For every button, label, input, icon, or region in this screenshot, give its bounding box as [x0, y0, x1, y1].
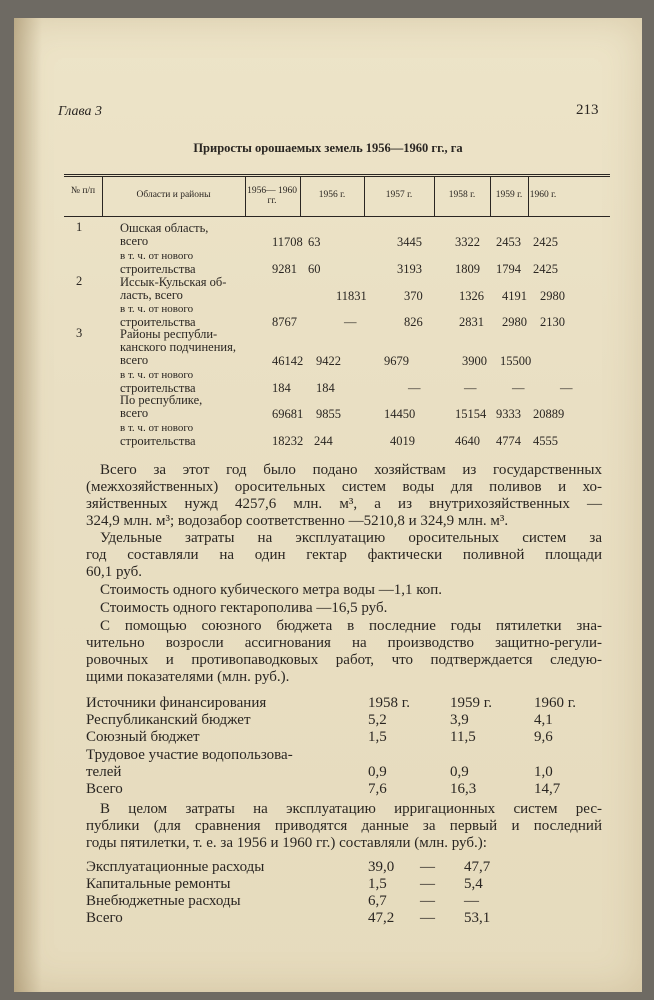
financing-value: 1960 г.: [534, 695, 576, 711]
cell: —: [512, 381, 525, 395]
table-row-label: [120, 394, 202, 420]
table-header-rule: [64, 216, 610, 217]
text-line: ровочных и противопаводковых работ, что подтверждается следую-: [86, 652, 602, 668]
cell: 4555: [533, 434, 558, 448]
financing-label: Союзный бюджет: [86, 729, 200, 745]
cell: 9422: [316, 354, 341, 368]
financing-value: 0,9: [368, 764, 387, 780]
text-line: В целом затраты на эксплуатацию ирригационных систем рес-: [100, 801, 602, 817]
header-1959: 1959 г.: [495, 190, 523, 200]
paragraph-water-supply: [86, 462, 602, 530]
cell: —: [344, 315, 357, 329]
costs-value-1956: 39,0: [368, 859, 395, 875]
financing-label: Трудовое участие водопользова-: [86, 747, 293, 763]
text-line: щими показателями (млн. руб.).: [86, 669, 290, 685]
cell: 2980: [540, 289, 565, 303]
text-line: чительно возросли ассигнования на производство защитно-регули-: [86, 635, 602, 651]
label-line: канского подчинения,: [120, 340, 236, 354]
cell: —: [464, 381, 477, 395]
cell: 184: [316, 381, 335, 395]
cell: 4019: [390, 434, 415, 448]
col-divider: [245, 176, 246, 216]
cell: 11708: [272, 235, 303, 249]
financing-value: 5,2: [368, 712, 387, 728]
financing-label: Всего: [86, 781, 123, 797]
cell: 60: [308, 262, 321, 276]
label-line: Районы республи-: [120, 327, 218, 341]
book-page: [14, 18, 642, 992]
table-row-label: [120, 249, 196, 276]
cell: 3322: [455, 235, 480, 249]
financing-value: 11,5: [450, 729, 476, 745]
row-number: 3: [76, 326, 83, 340]
cell: 18232: [272, 434, 304, 448]
financing-value: 4,1: [534, 712, 553, 728]
page-number: 213: [576, 102, 599, 118]
text-line: зяйственных нужд 4257,6 млн. м³, а из внутрихозяйственных —: [86, 496, 602, 512]
label-line: всего: [120, 234, 149, 248]
label-line: всего: [120, 353, 149, 367]
cell: 63: [308, 235, 321, 249]
header-1957: 1957 г.: [385, 190, 413, 200]
cell: 3445: [397, 235, 422, 249]
financing-value: 16,3: [450, 781, 477, 797]
header-1958: 1958 г.: [448, 190, 476, 200]
table-row-label: [120, 302, 196, 329]
page-spine-shadow: [14, 18, 42, 992]
header-1956: 1956 г.: [318, 190, 346, 200]
costs-value-1960: —: [464, 893, 479, 909]
cell: 2453: [496, 235, 521, 249]
costs-value-1960: 47,7: [464, 859, 491, 875]
cell: 8767: [272, 315, 297, 329]
paragraph-operating-costs: [86, 801, 602, 852]
cell: 9679: [384, 354, 409, 368]
cell: 3193: [397, 262, 422, 276]
label-line: строительства: [120, 434, 196, 448]
text-line: С помощью союзного бюджета в последние годы пятилетки зна-: [100, 618, 602, 634]
label-line: в т. ч. от нового: [120, 250, 194, 262]
cell: 15500: [500, 354, 532, 368]
costs-value-1960: 53,1: [464, 910, 491, 926]
costs-value-1956: 6,7: [368, 893, 387, 909]
cell: —: [560, 381, 573, 395]
costs-dash: —: [420, 893, 435, 909]
cell: 4191: [502, 289, 527, 303]
financing-label: Источники финансирования: [86, 695, 267, 711]
table-row-label: [120, 222, 208, 248]
financing-value: 1,5: [368, 729, 387, 745]
text-line: Всего за этот год было подано хозяйствам из государственных: [100, 462, 602, 478]
cell: 244: [314, 434, 333, 448]
costs-label: Всего: [86, 910, 123, 926]
costs-dash: —: [420, 876, 435, 892]
financing-label: Республиканский бюджет: [86, 712, 251, 728]
cell: 2980: [502, 315, 527, 329]
financing-value: 14,7: [534, 781, 561, 797]
text-line: публики (для сравнения приводятся данные за первый и последний: [86, 818, 602, 834]
costs-value-1960: 5,4: [464, 876, 483, 892]
cell: 826: [404, 315, 423, 329]
cell: 14450: [384, 407, 416, 421]
label-line: строительства: [120, 381, 196, 395]
header-total: 1956— 1960 гг.: [247, 186, 297, 206]
text-line: Стоимость одного гектарополива —16,5 руб.: [100, 600, 388, 616]
financing-value: 7,6: [368, 781, 387, 797]
cell: 15154: [455, 407, 487, 421]
cell: 2425: [533, 262, 558, 276]
label-line: ласть, всего: [120, 288, 183, 302]
header-no: № п/п: [70, 186, 96, 196]
label-line: всего: [120, 406, 149, 420]
row-number: 2: [76, 274, 83, 288]
financing-value: 1959 г.: [450, 695, 492, 711]
cell: 11831: [336, 289, 367, 303]
costs-dash: —: [420, 859, 435, 875]
paragraph-water-cost: [86, 582, 602, 599]
label-line: Ошская область,: [120, 221, 209, 235]
label-line: в т. ч. от нового: [120, 303, 194, 315]
text-line: Удельные затраты на эксплуатацию оросительных систем за: [100, 530, 602, 546]
paragraph-irrigation-cost: [86, 600, 602, 617]
label-line: в т. ч. от нового: [120, 422, 194, 434]
cell: 2130: [540, 315, 565, 329]
financing-value: 3,9: [450, 712, 469, 728]
label-line: в т. ч. от нового: [120, 369, 194, 381]
table-row-label: [120, 276, 226, 302]
costs-label: Капитальные ремонты: [86, 876, 231, 892]
costs-dash: —: [420, 910, 435, 926]
text-line: год составляли на один гектар фактически поливной площади: [86, 547, 602, 563]
cell: 2831: [459, 315, 484, 329]
financing-label: телей: [86, 764, 122, 780]
text-line: 60,1 руб.: [86, 564, 142, 580]
cell: 2425: [533, 235, 558, 249]
cell: 4640: [455, 434, 480, 448]
costs-label: Внебюджетные расходы: [86, 893, 241, 909]
text-line: Стоимость одного кубического метра воды —1,1 коп.: [100, 582, 443, 598]
costs-label: Эксплуатационные расходы: [86, 859, 265, 875]
label-line: строительства: [120, 262, 196, 276]
text-line: (межхозяйственных) оросительных систем воды для поливов и хо-: [86, 479, 602, 495]
financing-value: 0,9: [450, 764, 469, 780]
financing-value: 1958 г.: [368, 695, 410, 711]
table-row-label: [120, 328, 236, 367]
text-line: годы пятилетки, т. е. за 1956 и 1960 гг.) составляли (млн. руб.):: [86, 835, 487, 851]
cell: 4774: [496, 434, 521, 448]
header-regions: Области и районы: [136, 190, 211, 200]
table-top-rule: [64, 174, 610, 175]
cell: 1794: [496, 262, 521, 276]
financing-value: 9,6: [534, 729, 553, 745]
cell: 1326: [459, 289, 484, 303]
cell: 69681: [272, 407, 304, 421]
cell: 184: [272, 381, 291, 395]
costs-value-1956: 1,5: [368, 876, 387, 892]
cell: 9281: [272, 262, 297, 276]
cell: 1809: [455, 262, 480, 276]
paragraph-unit-costs: [86, 530, 602, 581]
table-row-label: [120, 368, 196, 395]
table-title: Приросты орошаемых земель 1956—1960 гг., га: [193, 141, 463, 155]
cell: 46142: [272, 354, 304, 368]
paragraph-union-budget: [86, 618, 602, 686]
cell: 3900: [462, 354, 487, 368]
table-row-label: [120, 421, 196, 448]
cell: 9855: [316, 407, 341, 421]
cell: —: [408, 381, 421, 395]
cell: 20889: [533, 407, 565, 421]
row-number: 1: [76, 220, 83, 234]
costs-value-1956: 47,2: [368, 910, 395, 926]
financing-value: 1,0: [534, 764, 553, 780]
label-line: Иссык-Кульская об-: [120, 275, 227, 289]
cell: 370: [404, 289, 423, 303]
text-line: 324,9 млн. м³; водозабор соответственно —5210,8 и 324,9 млн. м³.: [86, 513, 509, 529]
label-line: По республике,: [120, 393, 203, 407]
label-line: строительства: [120, 315, 196, 329]
running-head: Глава 3: [58, 104, 102, 119]
cell: 9333: [496, 407, 521, 421]
header-1960: 1960 г.: [529, 190, 557, 200]
